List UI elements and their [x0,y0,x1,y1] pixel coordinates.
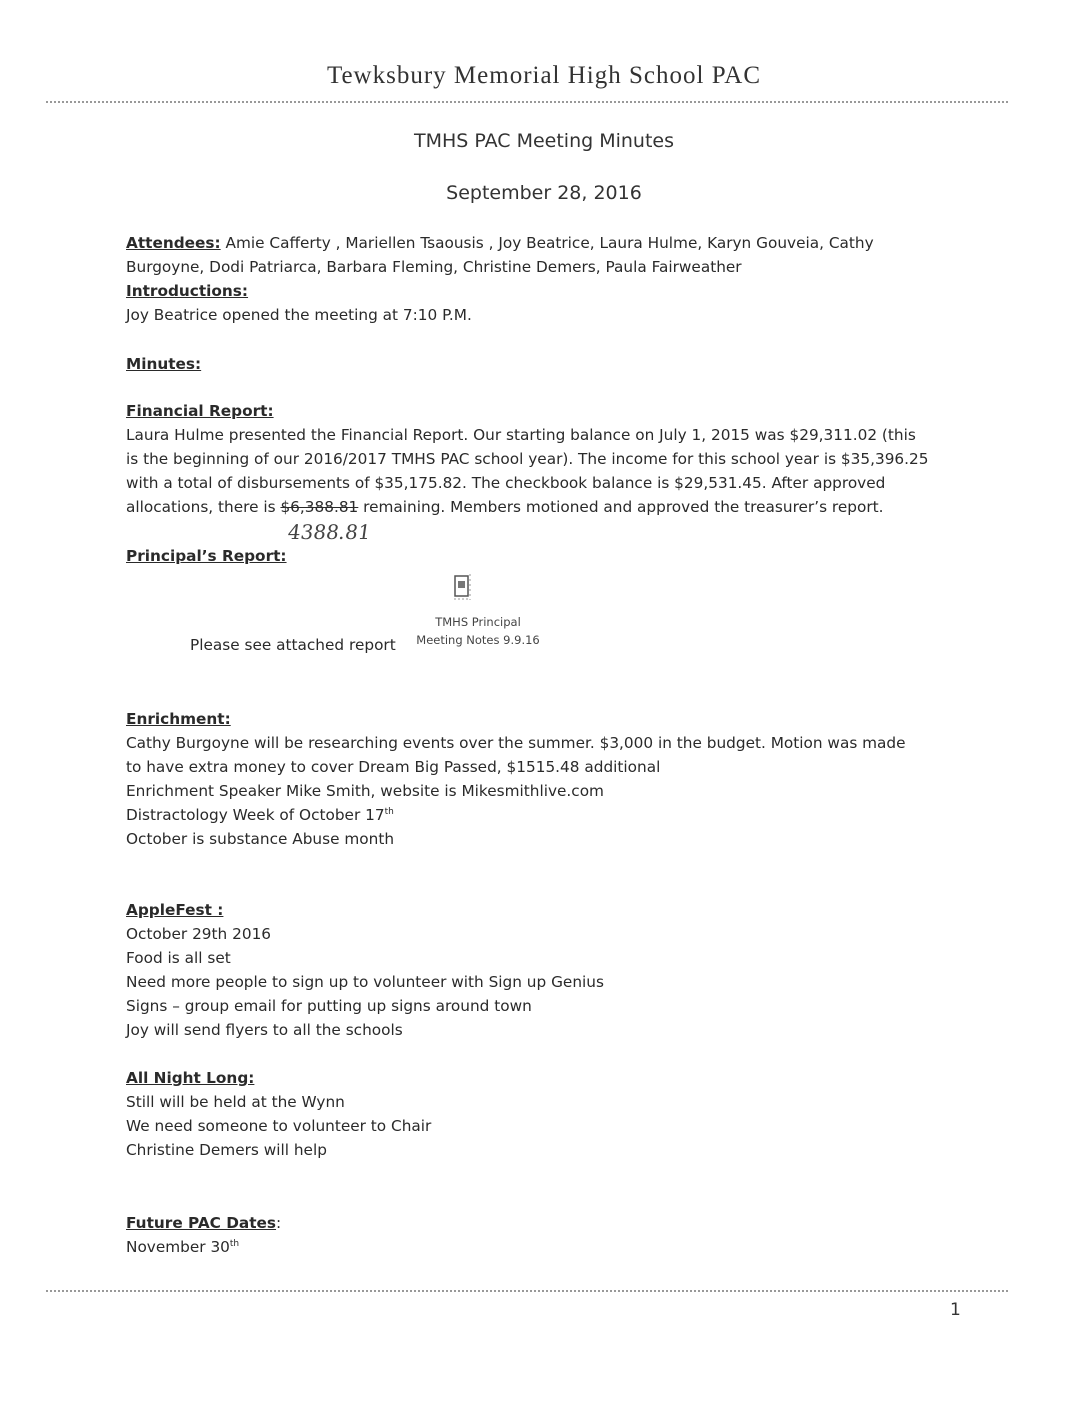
header-divider [46,101,1008,103]
future-dates-colon: : [276,1214,282,1232]
principal-heading: Principal’s Report: [126,547,287,565]
financial-line-4-post: remaining. Members motioned and approved the treasurer’s report. [358,498,884,516]
applefest-section [126,898,986,1042]
attendees-section [126,231,986,327]
attachment-file-name[interactable] [400,612,556,650]
page-number: 1 [950,1300,961,1320]
all-night-long-line-3: Christine Demers will help [126,1141,327,1159]
all-night-long-heading: All Night Long: [126,1069,255,1087]
attendees-line-2: Burgoyne, Dodi Patriarca, Barbara Fleming, Christine Demers, Paula Fairweather [126,258,742,276]
letterhead: Tewksbury Memorial High School PAC [326,62,762,89]
applefest-heading: AppleFest : [126,901,224,919]
financial-line-4 [126,495,986,519]
financial-heading: Financial Report: [126,402,274,420]
applefest-line-5: Joy will send flyers to all the schools [126,1021,403,1039]
all-night-long-line-2: We need someone to volunteer to Chair [126,1117,432,1135]
introductions-text: Joy Beatrice opened the meeting at 7:10 P.M. [126,306,472,324]
future-dates-section [126,1211,986,1259]
enrichment-line-3: Enrichment Speaker Mike Smith, website is Mikesmithlive.com [126,782,604,800]
financial-section [126,399,986,519]
minutes-section [126,352,986,376]
applefest-line-2: Food is all set [126,949,231,967]
enrichment-section [126,707,986,851]
document-title: TMHS PAC Meeting Minutes [413,130,675,152]
future-dates-heading: Future PAC Dates [126,1214,277,1232]
attendees-line-1: Amie Cafferty , Mariellen Tsaousis , Joy Beatrice, Laura Hulme, Karyn Gouveia, Cathy [225,234,874,252]
financial-line-1: Laura Hulme presented the Financial Report. Our starting balance on July 1, 2015 was $29,311.02 (this [126,426,916,444]
principal-section [126,544,986,568]
enrichment-line-4-sup: th [384,806,394,817]
handwritten-correction: 4388.81 [286,520,373,544]
see-attached-report-text: Please see attached report [190,636,396,654]
minutes-heading: Minutes: [126,355,202,373]
applefest-line-3: Need more people to sign up to volunteer with Sign up Genius [126,973,604,991]
footer-divider [46,1290,1008,1292]
all-night-long-section [126,1066,986,1162]
applefest-line-4: Signs – group email for putting up signs around town [126,997,532,1015]
future-dates-line-1-text: November 30 [126,1238,230,1256]
attachment-name-line-1: TMHS Principal [435,615,521,629]
future-dates-line-1-sup: th [229,1238,240,1249]
enrichment-line-2: to have extra money to cover Dream Big Passed, $1515.48 additional [126,758,661,776]
attachment-file-icon[interactable] [452,572,476,604]
enrichment-heading: Enrichment: [126,710,231,728]
financial-line-4-pre: allocations, there is [126,498,281,516]
enrichment-line-4-text: Distractology Week of October 17 [126,806,385,824]
enrichment-line-1: Cathy Burgoyne will be researching events over the summer. $3,000 in the budget. Motion was made [126,734,906,752]
financial-line-3: with a total of disbursements of $35,175.82. The checkbook balance is $29,531.45. After approved [126,474,886,492]
financial-line-2: is the beginning of our 2016/2017 TMHS PAC school year). The income for this school year is $35,396.25 [126,450,929,468]
all-night-long-line-1: Still will be held at the Wynn [126,1093,345,1111]
enrichment-line-4 [126,803,986,827]
introductions-heading: Introductions: [126,282,249,300]
attendees-heading: Attendees: [126,234,221,252]
struck-amount: $6,388.81 [280,498,359,516]
document-date: September 28, 2016 [446,182,642,204]
applefest-line-1: October 29th 2016 [126,925,272,943]
enrichment-line-5: October is substance Abuse month [126,830,395,848]
attachment-name-line-2: Meeting Notes 9.9.16 [416,633,540,647]
future-dates-line-1 [126,1235,986,1259]
